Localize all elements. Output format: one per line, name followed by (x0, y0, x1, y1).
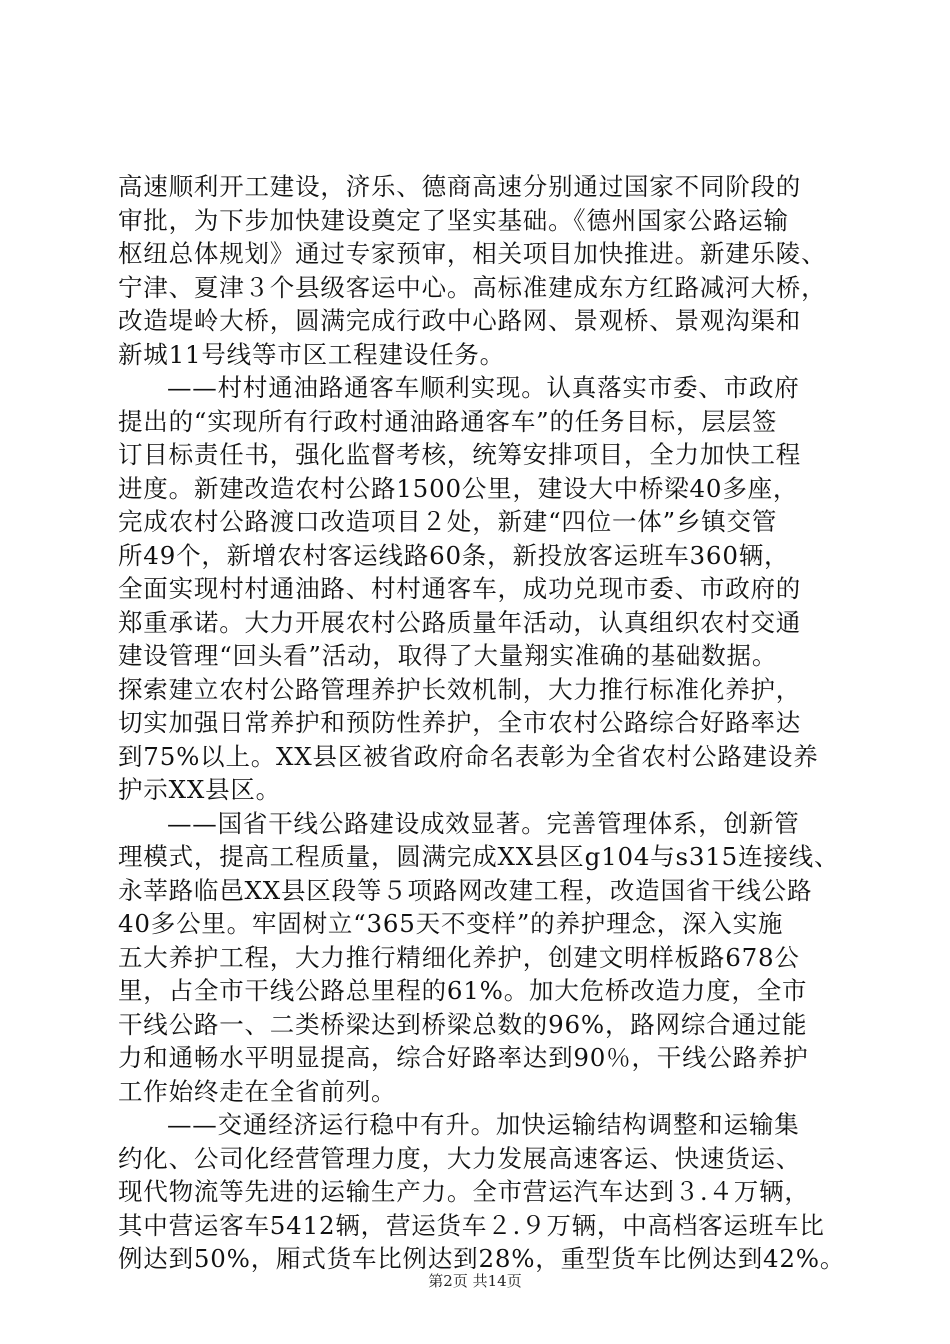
text-line: 40多公里。牢固树立“365天不变样”的养护理念，深入实施 (118, 909, 784, 938)
text-line: 改造堤岭大桥，圆满完成行政中心路网、景观桥、景观沟渠和 (118, 306, 802, 335)
text-line: 永莘路临邑XX县区段等５项路网改建工程，改造国省干线公路 (118, 875, 813, 905)
text-line: 约化、公司化经营管理力度，大力发展高速客运、快速货运、 (118, 1143, 802, 1173)
text-line: 护示XX县区。 (118, 775, 281, 804)
text-line: 力和通畅水平明显提高，综合好路率达到90％，干线公路养护 (118, 1043, 809, 1072)
text-line: 全面实现村村通油路、村村通客车，成功兑现市委、市政府的 (118, 574, 802, 603)
text-line: 进度。新建改造农村公路1500公里，建设大中桥梁40多座， (118, 473, 799, 503)
text-line: 到75%以上。XX县区被省政府命名表彰为全省农村公路建设养 (118, 741, 819, 771)
text-line: 完成农村公路渡口改造项目２处，新建“四位一体”乡镇交管 (118, 507, 778, 536)
text-line: 里，占全市干线公路总里程的61%。加大危桥改造力度，全市 (118, 976, 808, 1005)
text-line: 工作始终走在全省前列。 (118, 1076, 397, 1106)
text-line: 切实加强日常养护和预防性养护，全市农村公路综合好路率达 (118, 708, 802, 737)
text-line: 理模式，提高工程质量，圆满完成XX县区g104与s315连接线、 (118, 842, 840, 871)
text-line: 其中营运客车5412辆，营运货车２.９万辆，中高档客运班车比 (118, 1210, 825, 1240)
text-line: 审批，为下步加快建设奠定了坚实基础。《德州国家公路运输 (118, 205, 789, 235)
paragraph-heading-line: ——国省干线公路建设成效显著。完善管理体系，创新管 (167, 808, 800, 838)
text-line: 高速顺利开工建设，济乐、德商高速分别通过国家不同阶段的 (118, 172, 802, 201)
text-line: 探索建立农村公路管理养护长效机制，大力推行标准化养护， (118, 674, 802, 704)
text-line: 现代物流等先进的运输生产力。全市营运汽车达到３.４万辆， (118, 1177, 810, 1206)
text-line: 郑重承诺。大力开展农村公路质量年活动，认真组织农村交通 (118, 607, 802, 637)
body-text (118, 170, 846, 1276)
text-line: 五大养护工程，大力推行精细化养护，创建文明样板路678公 (118, 942, 800, 972)
text-line: 新城11号线等市区工程建设任务。 (118, 339, 505, 369)
text-line: 干线公路一、二类桥梁达到桥梁总数的96%，路网综合通过能 (118, 1009, 808, 1039)
text-line: 枢纽总体规划》通过专家预审，相关项目加快推进。新建乐陵、 (118, 239, 827, 268)
text-line: 例达到50%，厢式货车比例达到28%，重型货车比例达到42%。 (118, 1244, 846, 1273)
paragraph-heading-line: ——村村通油路通客车顺利实现。认真落实市委、市政府 (167, 373, 800, 402)
text-line: 提出的“实现所有行政村通油路通客车”的任务目标，层层签 (118, 406, 778, 436)
text-line: 建设管理“回头看”活动，取得了大量翔实准确的基础数据。 (118, 641, 778, 670)
text-line: 所49个，新增农村客运线路60条，新投放客运班车360辆， (118, 540, 790, 570)
text-line: 订目标责任书，强化监督考核，统筹安排项目，全力加快工程 (118, 440, 802, 469)
paragraph-heading-line: ——交通经济运行稳中有升。加快运输结构调整和运输集 (167, 1110, 800, 1139)
text-line: 宁津、夏津３个县级客运中心。高标准建成东方红路减河大桥， (118, 272, 827, 302)
page-number-footer: 第2页 共14页 (428, 1272, 522, 1290)
